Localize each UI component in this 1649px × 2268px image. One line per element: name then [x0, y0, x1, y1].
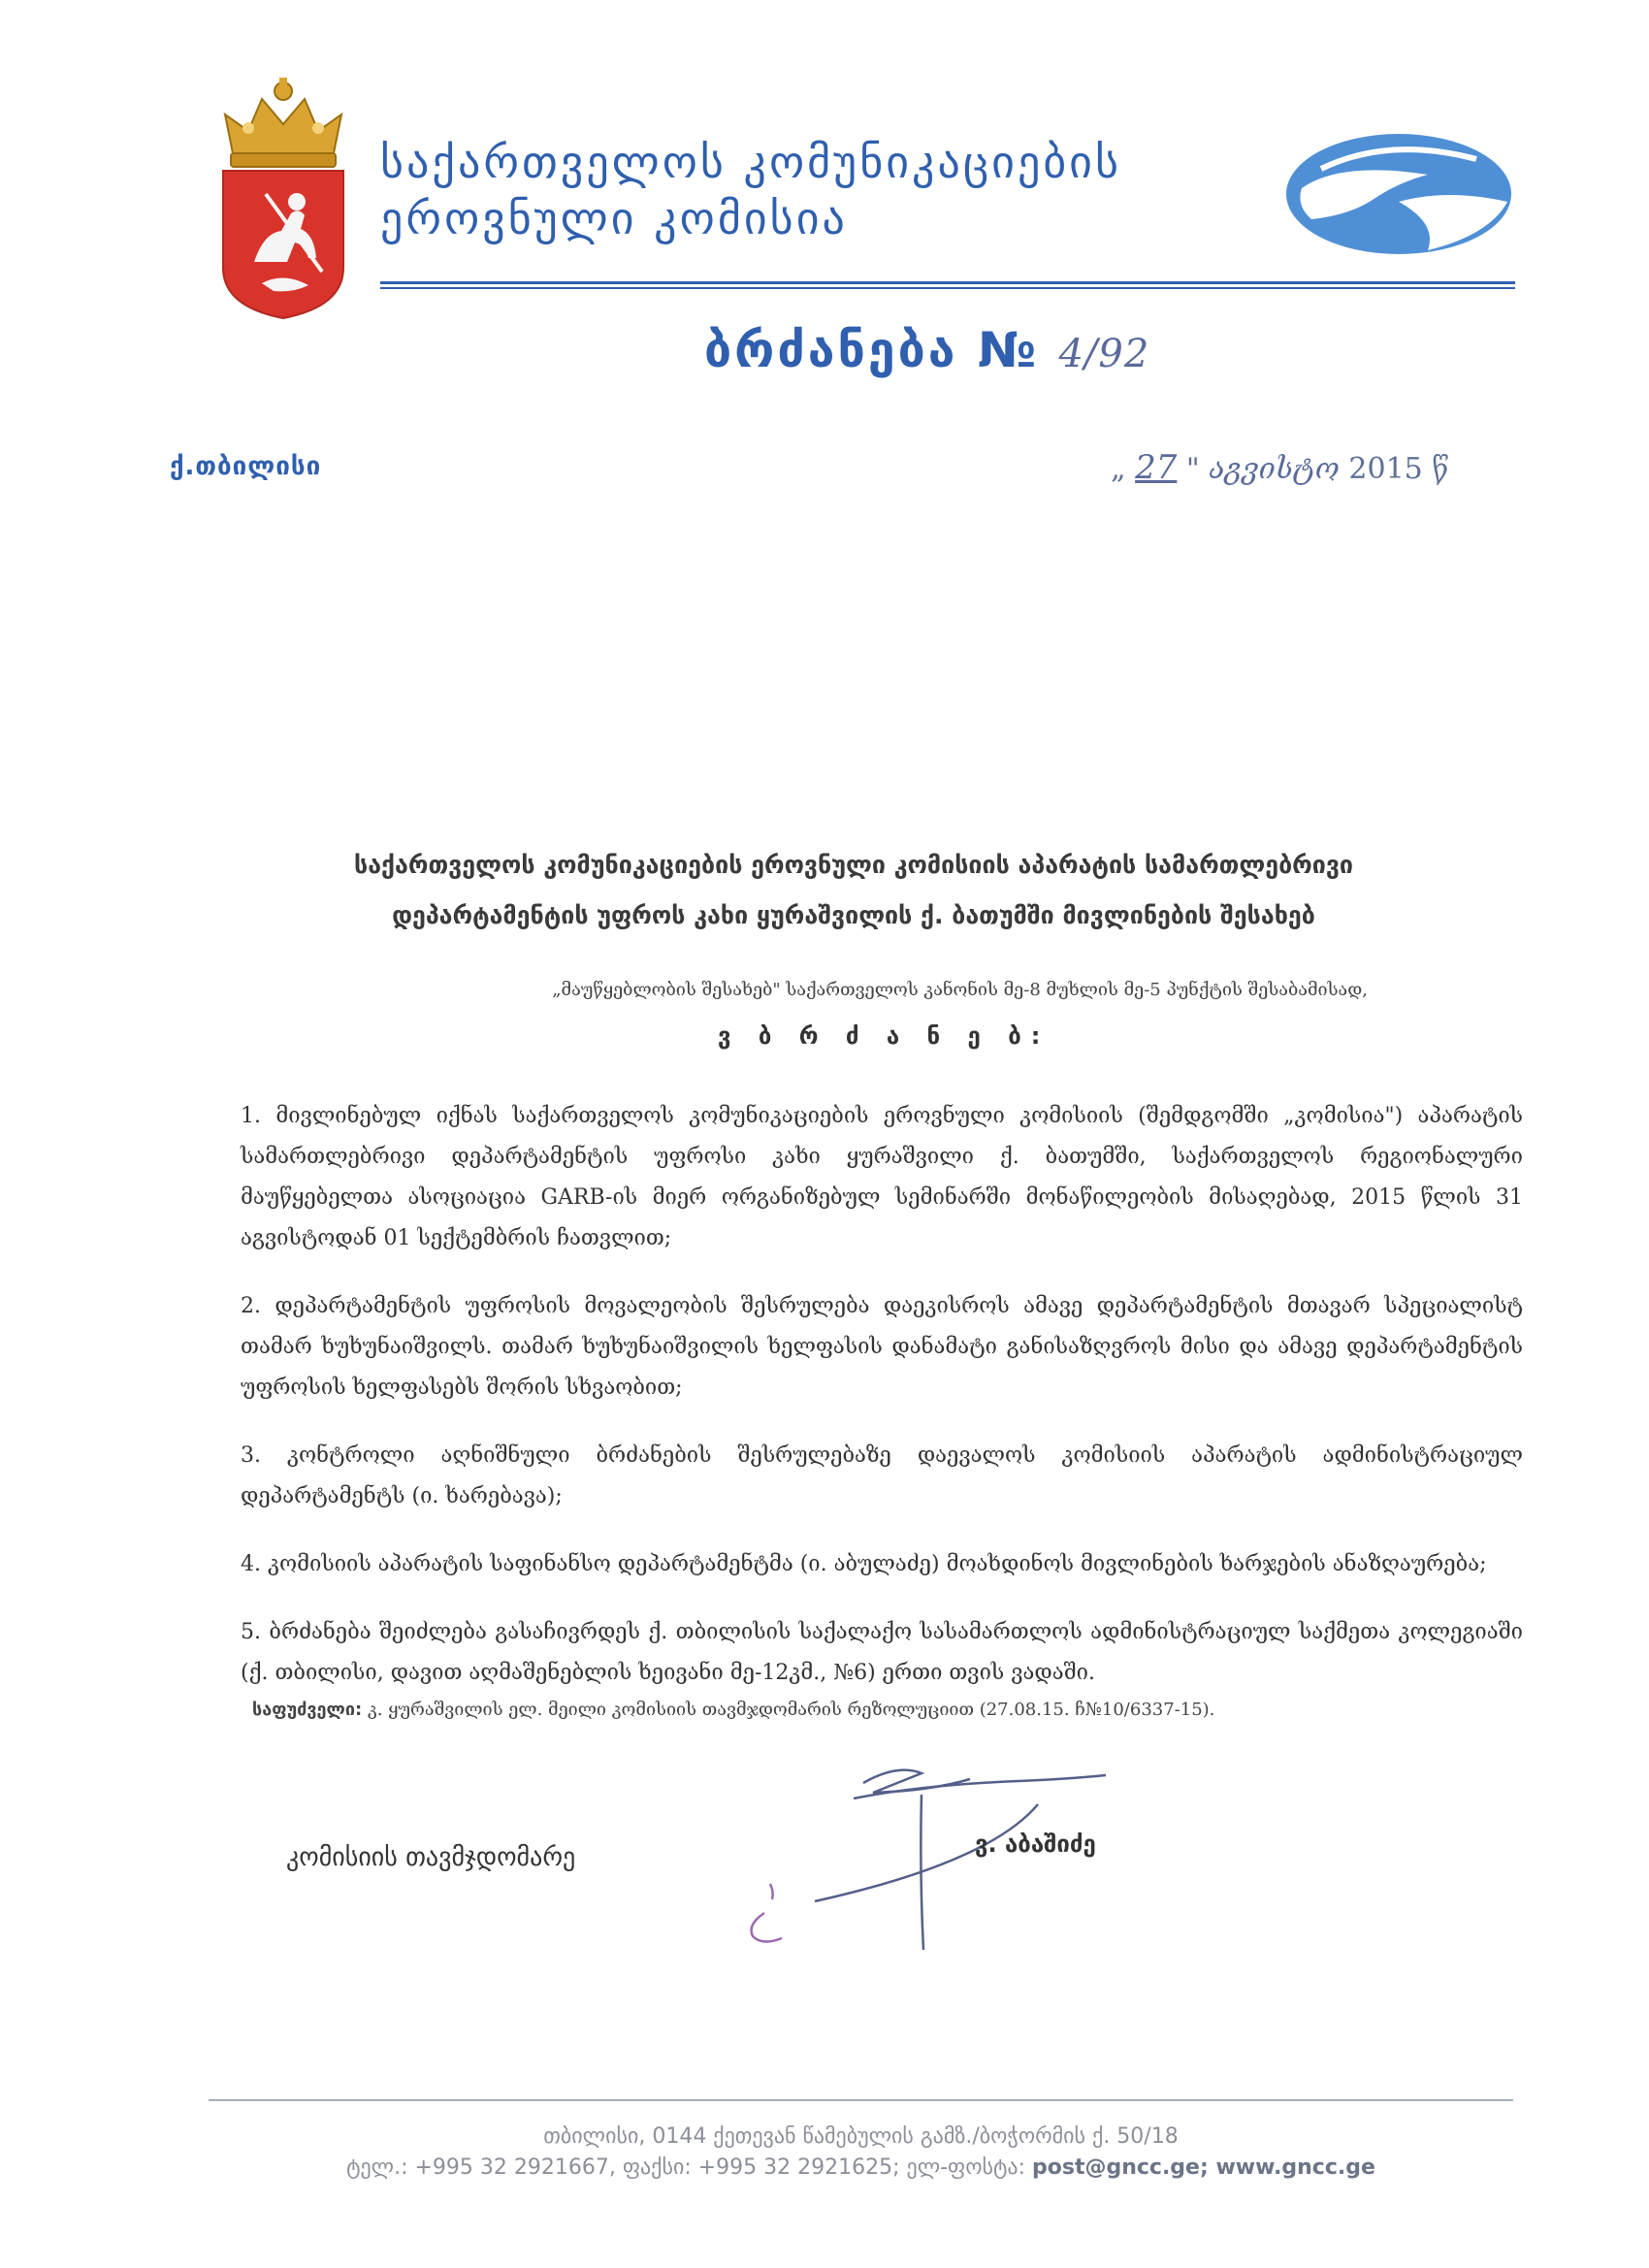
date-year: 2015 — [1348, 452, 1423, 486]
order-items — [241, 1096, 1523, 1721]
footer-address: თბილისი, 0144 ქეთევან წამებულის გამზ./ბოჭორმის ქ. 50/18 — [543, 2124, 1179, 2149]
date-close-quote: " — [1185, 452, 1200, 486]
order-date — [1111, 448, 1449, 487]
legal-basis: „მაუწყებლობის შესახებ" საქართველოს კანონის მე-8 მუხლის მე-5 პუნქტის შესაბამისად, — [552, 980, 1368, 1000]
subject-line2: დეპარტამენტის უფროს კახი ყურაშვილის ქ. ბათუმში მივლინების შესახებ — [392, 901, 1315, 929]
order-subject — [272, 840, 1436, 941]
order-item-2: 2. დეპარტამენტის უფროსის მოვალეობის შესრულება დაეკისროს ამავე დეპარტამენტის მთავარ სპეციალისტ თამარ ხუხუნაიშვილს. თამარ ხუხუნაიშვილის ხელფასის დანამატი განისაზღვროს მისი და ამავე დეპარტამენტის უფროსის ხელფასებს შორის სხვაობით; — [241, 1294, 1523, 1400]
footer-contacts — [209, 2155, 1513, 2180]
date-day: 27 — [1135, 448, 1178, 487]
signatory-title: კომისიის თავმჯდომარე — [286, 1843, 576, 1872]
order-title-label: ბრძანება № — [704, 322, 1040, 378]
footnote-text: კ. ყურაშვილის ელ. მეილი კომისიის თავმჯდომარის რეზოლუციით (27.08.15. ჩ№10/6337-15). — [367, 1700, 1215, 1720]
order-heading: ვ ბ რ ძ ა ნ ე ბ: — [718, 1022, 1051, 1050]
gncc-logo-icon — [1282, 126, 1515, 262]
organization-name-line1: საქართველოს კომუნიკაციების — [380, 136, 1121, 188]
header-divider — [380, 281, 1515, 290]
order-item-3: 3. კონტროლი აღნიშნული ბრძანების შესრულებაზე დაევალოს კომისიის აპარატის ადმინისტრაციულ დეპარტამენტს (ი. ხარებავა); — [241, 1443, 1523, 1508]
footer-website-link[interactable]: www.gncc.ge — [1215, 2155, 1375, 2180]
order-item-4: 4. კომისიის აპარატის საფინანსო დეპარტამენტმა (ი. აბულაძე) მოახდინოს მივლინების ხარჯების ანაზღაურება; — [241, 1552, 1487, 1576]
subject-line1: საქართველოს კომუნიკაციების ეროვნული კომისიის აპარატის სამართლებრივი — [353, 851, 1354, 879]
organization-name-line2: ეროვნული კომისია — [380, 192, 848, 244]
date-suffix: წ — [1432, 452, 1449, 486]
footer-phone-fax: ტელ.: +995 32 2921667, ფაქსი: +995 32 2921625; ელ-ფოსტა: — [346, 2155, 1032, 2180]
order-item-5: 5. ბრძანება შეიძლება გასაჩივრდეს ქ. თბილისის საქალაქო სასამართლოს ადმინისტრაციულ საქმეთა კოლეგიაში (ქ. თბილისი, დავით აღმაშენებლის ხეივანი მე-12კმ., №6) ერთი თვის ვადაში. — [241, 1620, 1523, 1685]
date-open-quote: „ — [1111, 452, 1126, 486]
order-item-1: 1. მივლინებულ იქნას საქართველოს კომუნიკაციების ეროვნული კომისიის (შემდგომში „კომისია") აპარატის სამართლებრივი დეპარტამენტის უფროსი კახი ყურაშვილი ქ. ბათუმში, საქართველოს რეგიონალური მაუწყებელთა ასოციაცია GARB-ის მიერ ორგანიზებულ სემინარში მონაწილეობის მისაღებად, 2015 წლის 31 აგვისტოდან 01 სექტემბრის ჩათვლით; — [241, 1104, 1523, 1250]
signatory-name: ვ. აბაშიძე — [975, 1831, 1096, 1858]
date-month: აგვისტო — [1209, 452, 1340, 486]
footer-divider — [209, 2099, 1513, 2101]
footnote-label: საფუძველი: — [252, 1700, 363, 1720]
georgia-coat-of-arms-icon — [215, 78, 351, 320]
place: ქ.თბილისი — [170, 452, 322, 481]
handwritten-signature — [698, 1756, 1125, 1960]
order-number: 4/92 — [1058, 332, 1150, 376]
footnote — [252, 1700, 1416, 1720]
order-title — [704, 322, 1286, 378]
footer-email-link[interactable]: post@gncc.ge — [1031, 2155, 1200, 2180]
organization-name — [380, 134, 1253, 246]
footer-separator: ; — [1199, 2155, 1216, 2180]
